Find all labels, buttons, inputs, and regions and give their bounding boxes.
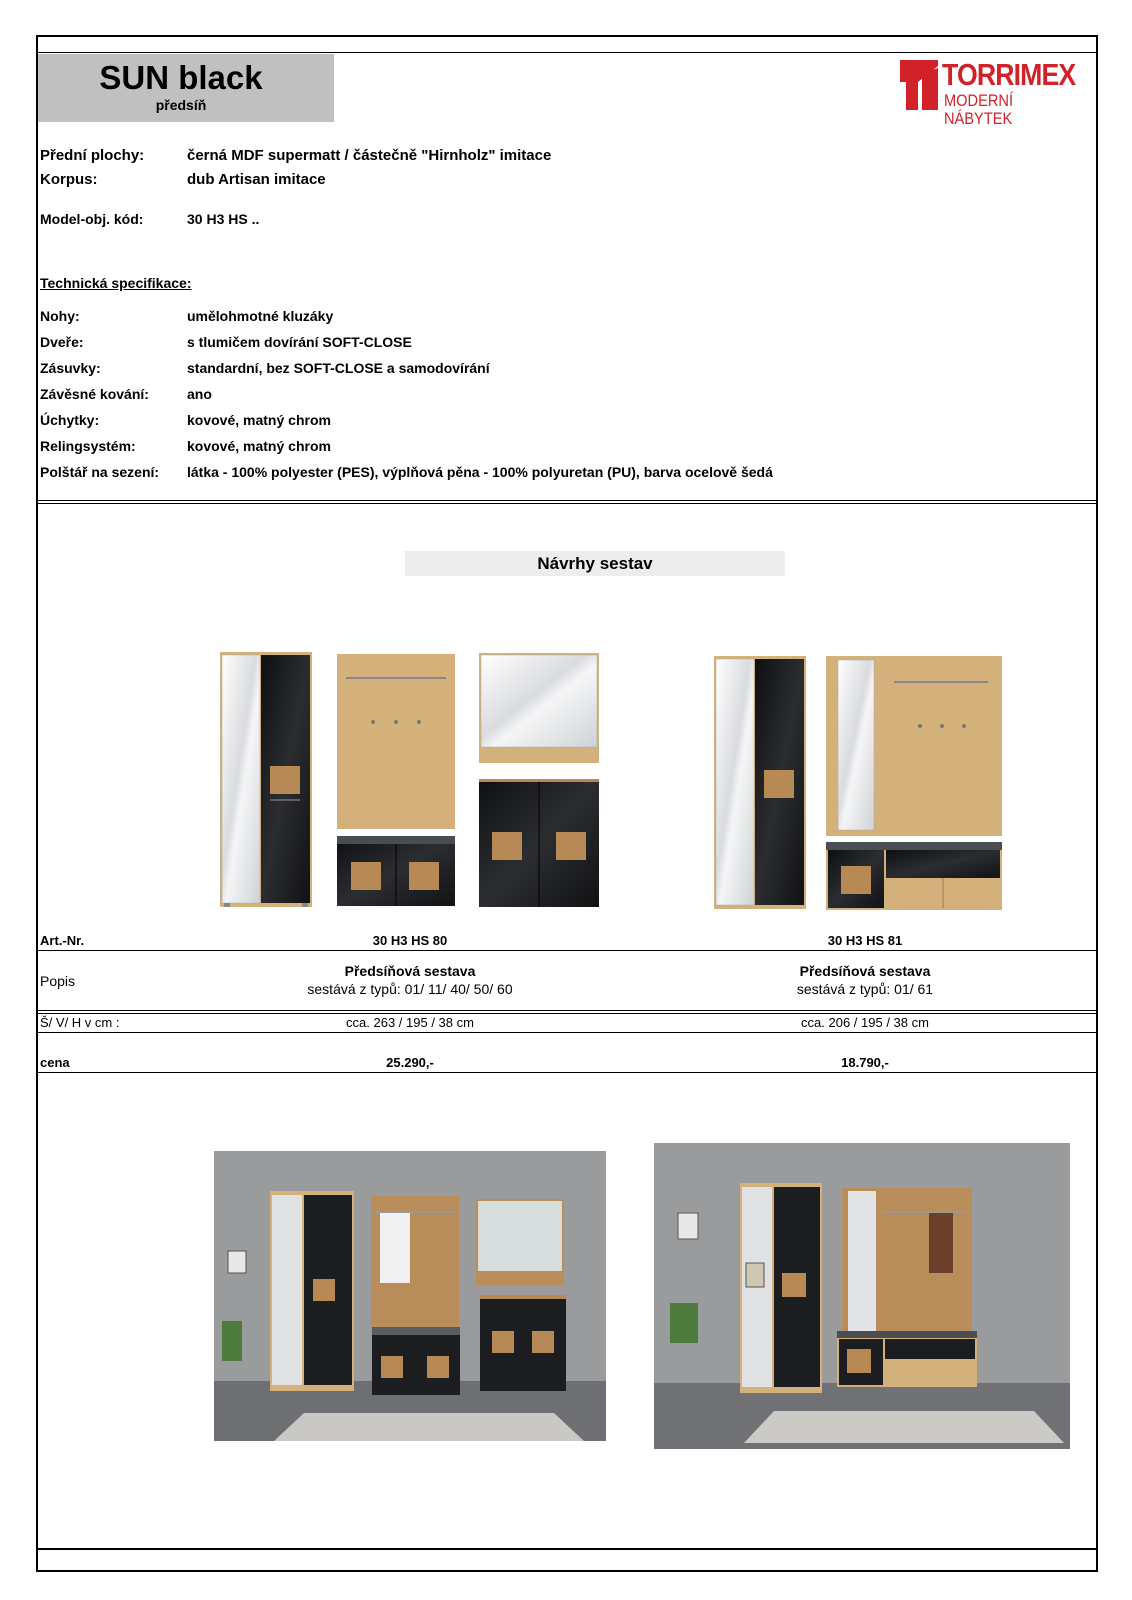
tech-value: látka - 100% polyester (PES), výplňová pěna - 100% polyuretan (PU), barva ocelově šedá xyxy=(187,464,773,480)
dims-value: cca. 263 / 195 / 38 cm xyxy=(346,1015,474,1030)
model-value: 30 H3 HS .. xyxy=(187,211,260,227)
body-value: dub Artisan imitace xyxy=(187,171,326,188)
tech-spec-title: Technická specifikace: xyxy=(40,275,192,291)
product-desc: sestává z typů: 01/ 61 xyxy=(796,981,934,997)
front-label: Přední plochy: xyxy=(40,147,145,164)
frame-left-border xyxy=(36,35,38,1572)
title-box xyxy=(38,54,334,122)
logo-tagline: MODERNÍ NÁBYTEK xyxy=(944,91,1014,128)
tech-label: Úchytky: xyxy=(40,412,100,428)
tech-label: Dveře: xyxy=(40,334,84,350)
artnr-label: Art.-Nr. xyxy=(40,933,85,948)
tech-value: s tlumičem dovírání SOFT-CLOSE xyxy=(187,334,412,350)
tech-label: Polštář na sezení: xyxy=(40,464,160,480)
tech-value: umělohmotné kluzáky xyxy=(187,308,334,324)
table-divider xyxy=(36,1032,1098,1033)
tech-label: Relingsystém: xyxy=(40,438,136,454)
tech-label: Zásuvky: xyxy=(40,360,101,376)
table-divider xyxy=(36,1010,1098,1011)
torrimex-logo xyxy=(900,57,1092,128)
artnr-value: 30 H3 HS 81 xyxy=(827,933,903,948)
table-divider xyxy=(36,1013,1098,1014)
frame-bottom-border xyxy=(36,1570,1098,1572)
frame-top-border xyxy=(36,35,1098,37)
popis-label: Popis xyxy=(40,973,76,989)
model-label: Model-obj. kód: xyxy=(40,211,144,227)
section-title: Návrhy sestav xyxy=(405,551,785,576)
table-divider xyxy=(36,950,1098,951)
tech-label: Závěsné kování: xyxy=(40,386,149,402)
price-value: 25.290,- xyxy=(386,1055,434,1070)
divider xyxy=(36,500,1098,501)
tech-label: Nohy: xyxy=(40,308,80,324)
logo-brand: TORRIMEX xyxy=(942,57,1076,92)
table-divider xyxy=(36,1072,1098,1073)
dims-label: Š/ V/ H v cm : xyxy=(40,1015,120,1030)
product-name: Předsíňová sestava xyxy=(799,963,931,979)
price-label: cena xyxy=(40,1055,70,1070)
frame-bottom-border-inner xyxy=(36,1548,1098,1550)
tech-value: ano xyxy=(187,386,212,402)
price-value: 18.790,- xyxy=(841,1055,889,1070)
artnr-value: 30 H3 HS 80 xyxy=(372,933,448,948)
body-label: Korpus: xyxy=(40,171,98,188)
dims-value: cca. 206 / 195 / 38 cm xyxy=(801,1015,929,1030)
room-photo-hs81 xyxy=(654,1143,1070,1449)
front-value: černá MDF supermatt / částečně "Hirnholz" imitace xyxy=(187,147,552,164)
tech-value: kovové, matný chrom xyxy=(187,438,331,454)
frame-right-border xyxy=(1096,35,1098,1572)
product-illustration-hs80 xyxy=(220,652,600,910)
frame-top-border-inner xyxy=(36,52,1098,53)
page-title: SUN black xyxy=(99,59,263,96)
tech-value: kovové, matný chrom xyxy=(187,412,331,428)
divider xyxy=(36,503,1098,504)
product-illustration-hs81 xyxy=(714,656,1004,912)
tech-value: standardní, bez SOFT-CLOSE a samodovírání xyxy=(187,360,490,376)
logo-mark-icon xyxy=(900,60,940,112)
room-photo-hs80 xyxy=(214,1151,606,1441)
page-subtitle: předsíň xyxy=(155,97,207,113)
product-desc: sestává z typů: 01/ 11/ 40/ 50/ 60 xyxy=(307,981,513,997)
product-name: Předsíňová sestava xyxy=(344,963,476,979)
